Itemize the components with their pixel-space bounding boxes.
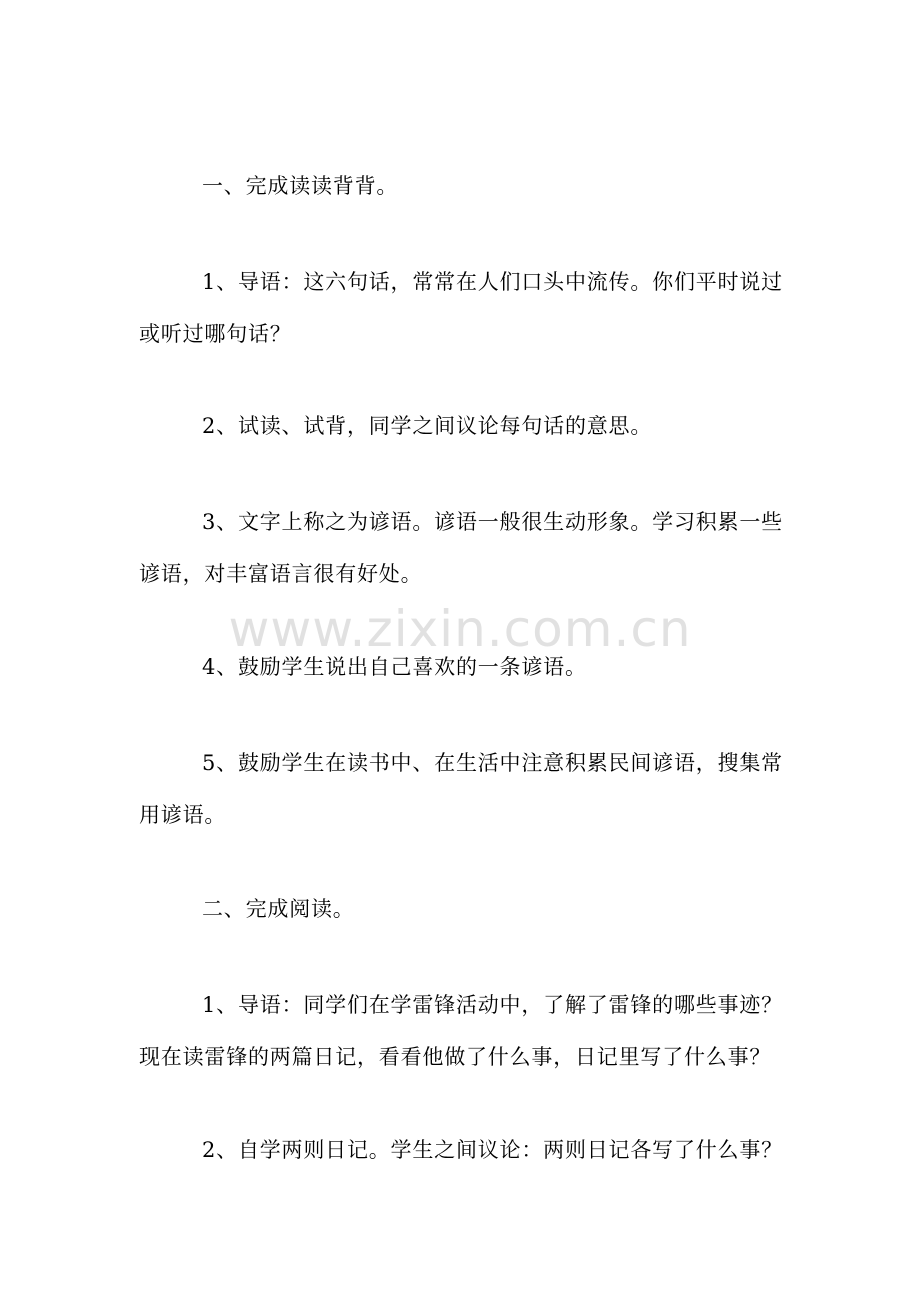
paragraph-1: 1、导语：这六句话，常常在人们口头中流传。你们平时说过或听过哪句话？: [139, 270, 783, 346]
paragraph-5: 5、鼓励学生在读书中、在生活中注意积累民间谚语，搜集常用谚语。: [139, 751, 783, 827]
paragraph-2: 2、试读、试背，同学之间议论每句话的意思。: [202, 414, 653, 438]
watermark: www.zixin.com.cn: [228, 600, 692, 658]
section-heading-1: 一、完成读读背背。: [202, 174, 399, 198]
paragraph-7: 2、自学两则日记。学生之间议论：两则日记各写了什么事？: [202, 1138, 783, 1162]
paragraph-3: 3、文字上称之为谚语。谚语一般很生动形象。学习积累一些谚语，对丰富语言很有好处。: [139, 510, 783, 586]
paragraph-6: 1、导语：同学们在学雷锋活动中，了解了雷锋的哪些事迹？现在读雷锋的两篇日记，看看他做了什么事，日记里写了什么事？: [139, 993, 783, 1069]
paragraph-4: 4、鼓励学生说出自己喜欢的一条谚语。: [202, 655, 587, 679]
section-heading-2: 二、完成阅读。: [202, 897, 355, 921]
